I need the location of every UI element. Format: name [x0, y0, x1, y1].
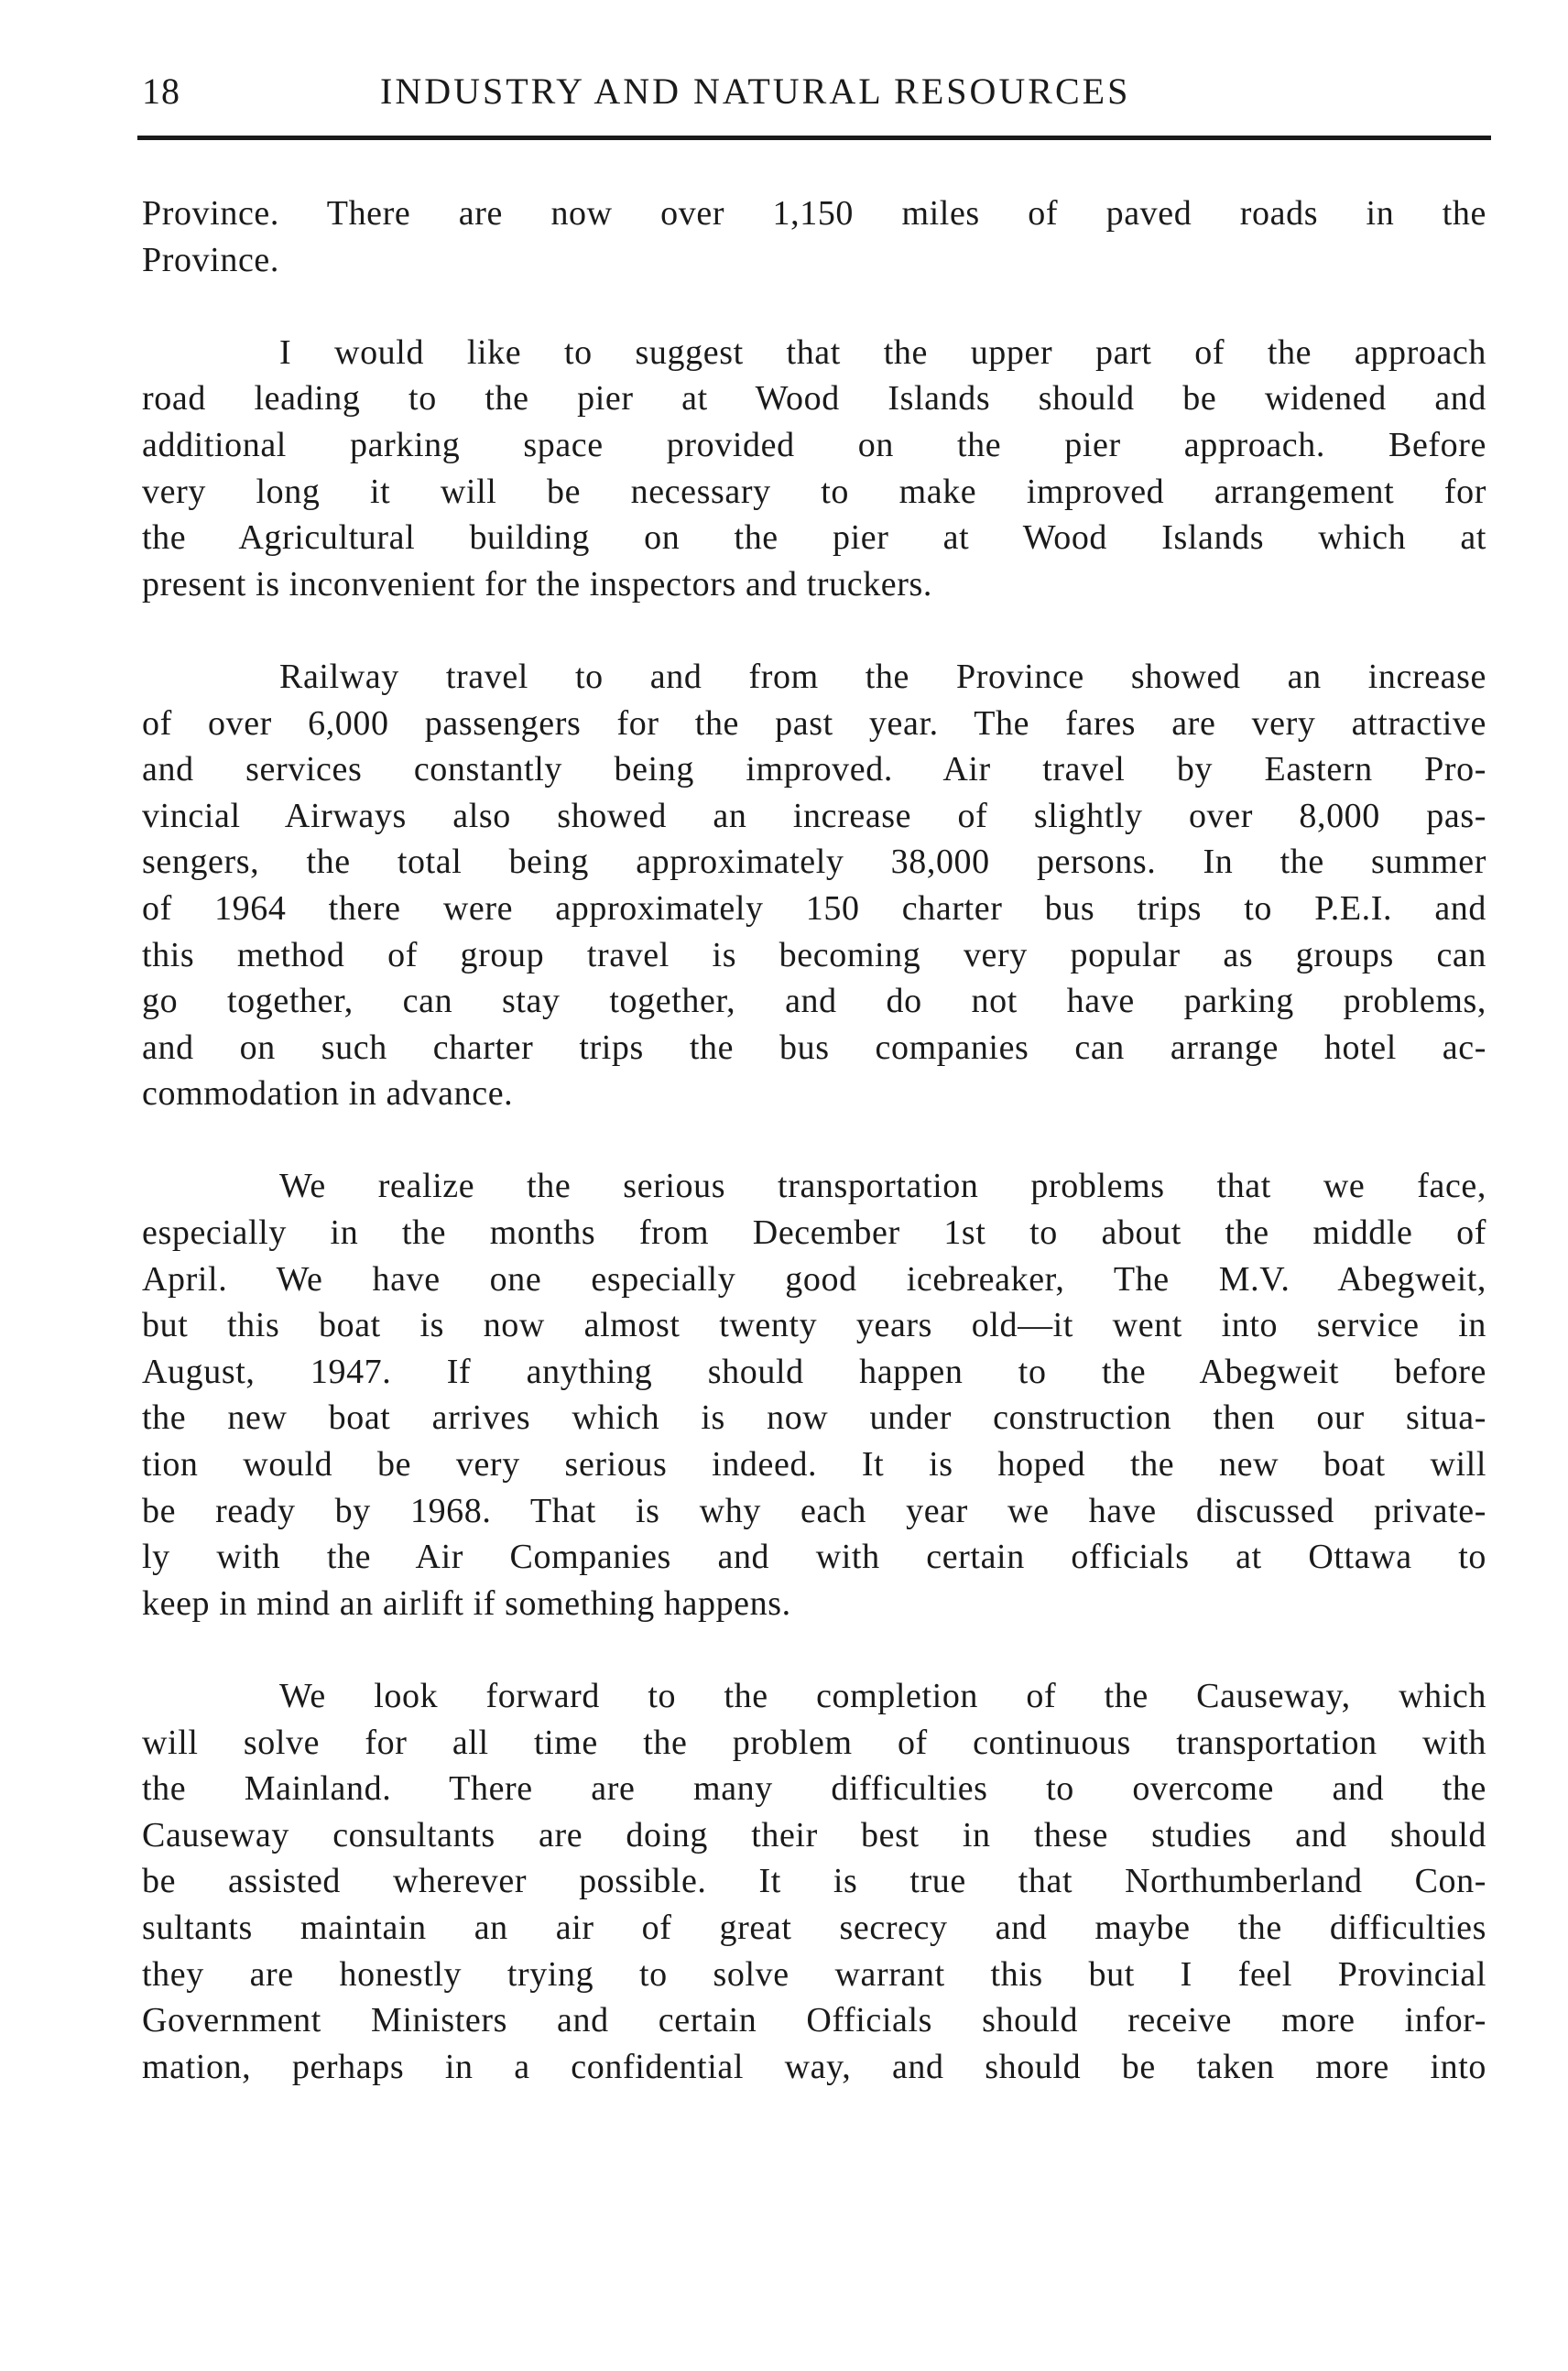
text-line: keep in mind an airlift if something happens. [142, 1583, 791, 1623]
text-line: of 1964 there were approximately 150 charter bus trips to P.E.I. and [142, 888, 1486, 928]
text-line: We look forward to the completion of the Causeway, which [279, 1677, 1486, 1715]
text-line: will solve for all time the problem of continuous transportation with [142, 1723, 1486, 1762]
text-line: this method of group travel is becoming very popular as groups can [142, 935, 1486, 974]
text-line: Province. There are now over 1,150 miles of paved roads in the [142, 194, 1486, 233]
paragraph [142, 654, 1486, 1117]
page-number: 18 [142, 71, 180, 112]
text-line: April. We have one especially good icebreaker, The M.V. Abegweit, [142, 1259, 1486, 1299]
text-line: especially in the months from December 1st to about the middle of [142, 1213, 1486, 1253]
running-head-title: INDUSTRY AND NATURAL RESOURCES [380, 71, 1131, 112]
paragraph [142, 1163, 1486, 1626]
text-line: sultants maintain an air of great secrecy and maybe the difficulties [142, 1908, 1486, 1947]
page-header [142, 64, 1486, 119]
text-line: very long it will be necessary to make improved arrangement for [142, 472, 1486, 511]
text-line: be ready by 1968. That is why each year we have discussed private- [142, 1491, 1486, 1530]
text-line: vincial Airways also showed an increase of slightly over 8,000 pas- [142, 796, 1486, 835]
paragraph [142, 330, 1486, 608]
text-line: sengers, the total being approximately 38,000 persons. In the summer [142, 843, 1486, 882]
text-line: Province. [142, 240, 279, 279]
text-line: Causeway consultants are doing their best in these studies and should [142, 1815, 1486, 1854]
text-line: additional parking space provided on the pier approach. Before [142, 425, 1486, 464]
header-rule [137, 136, 1491, 140]
text-line: the new boat arrives which is now under construction then our situa- [142, 1398, 1486, 1438]
text-line: go together, can stay together, and do not have parking problems, [142, 982, 1486, 1021]
paragraph [142, 1673, 1486, 2090]
text-line: but this boat is now almost twenty years old—it went into service in [142, 1306, 1486, 1345]
text-line: August, 1947. If anything should happen to the Abegweit before [142, 1352, 1486, 1391]
text-line: the Mainland. There are many difficulties to overcome and the [142, 1769, 1486, 1809]
text-line: tion would be very serious indeed. It is hoped the new boat will [142, 1445, 1486, 1485]
text-line: ly with the Air Companies and with certain officials at Ottawa to [142, 1538, 1486, 1577]
text-line: Government Ministers and certain Officials should receive more infor- [142, 2001, 1486, 2040]
text-line: and on such charter trips the bus companies can arrange hotel ac- [142, 1028, 1486, 1067]
paragraph [142, 190, 1486, 283]
text-line: We realize the serious transportation problems that we face, [279, 1167, 1486, 1206]
body-text [142, 190, 1486, 2090]
text-line: and services constantly being improved. Air travel by Eastern Pro- [142, 750, 1486, 789]
text-line: present is inconvenient for the inspectors and truckers. [142, 564, 933, 604]
text-line: be assisted wherever possible. It is true that Northumberland Con- [142, 1862, 1486, 1901]
text-line: I would like to suggest that the upper part of the approach [279, 332, 1486, 372]
text-line: mation, perhaps in a confidential way, and should be taken more into [142, 2047, 1486, 2086]
text-line: commodation in advance. [142, 1074, 514, 1114]
text-line: of over 6,000 passengers for the past year. The fares are very attractive [142, 703, 1486, 743]
text-line: road leading to the pier at Wood Islands should be widened and [142, 379, 1486, 419]
text-line: the Agricultural building on the pier at Wood Islands which at [142, 518, 1486, 558]
text-line: Railway travel to and from the Province showed an increase [279, 657, 1486, 696]
text-line: they are honestly trying to solve warrant this but I feel Provincial [142, 1954, 1486, 1994]
